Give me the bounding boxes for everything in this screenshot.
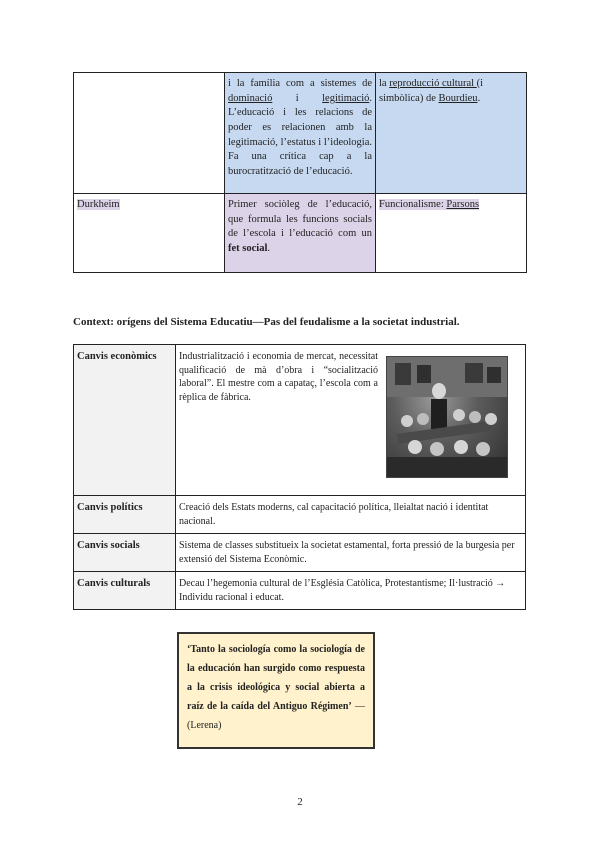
link-reproduccio-cultural[interactable]: reproducció cultural (389, 78, 477, 89)
cell-text: i (272, 92, 323, 104)
table-cell-theory (376, 194, 527, 273)
cell-text: Primer sociòleg de l’educació, que formula les funcions socials de l’escola i l’educació com un (228, 199, 372, 240)
cell-text: . (477, 92, 481, 104)
author-name-durkheim: Durkheim (77, 199, 120, 210)
table-row (74, 345, 526, 496)
underlined-term-dominacio: dominació (228, 92, 273, 104)
quote-box (177, 632, 375, 749)
row-text: Industrialització i economia de mercat, necessitat qualificació de mà d’obra i “socialització laboral”. El mestre com a capataç, l’escola com a rèplica de fàbrica. (179, 351, 378, 403)
sociologists-table (73, 72, 527, 273)
table-cell-theory (376, 73, 527, 194)
row-label: Canvis polítics (74, 496, 176, 534)
section-heading: Context: orígens del Sistema Educatiu—Pas del feudalisme a la societat industrial. (73, 316, 460, 328)
table-row (74, 496, 526, 534)
table-row (74, 73, 527, 194)
bold-term-fet-social: fet social (228, 243, 268, 255)
table-row (74, 572, 526, 610)
table-cell-description (225, 73, 376, 194)
classroom-photo-illustration (387, 357, 507, 477)
table-row (74, 194, 527, 273)
underlined-term-legitimacio: legitimació (322, 92, 370, 104)
table-cell-empty (74, 73, 225, 194)
link-parsons[interactable]: Parsons (446, 199, 480, 210)
cell-text: Funcionalisme: (379, 199, 447, 210)
context-table (73, 344, 526, 610)
quote-text: ‘Tanto la sociología como la sociología de la educación han surgido como respuesta a la crisis ideológica y social abierta a raíz de la caída del Antiguo Régimen’ (187, 644, 365, 712)
row-text: Creació dels Estats moderns, cal capacitació política, lleialtat nació i identitat nacional. (176, 496, 526, 534)
row-text: Sistema de classes substitueix la societat estamental, forta pressió de la burgesia per extensió del Sistema Econòmic. (176, 534, 526, 572)
table-row (74, 534, 526, 572)
page-number: 2 (297, 796, 303, 808)
row-label: Canvis econòmics (74, 345, 176, 496)
table-cell-author (74, 194, 225, 273)
table-cell-description (225, 194, 376, 273)
row-content (176, 345, 526, 496)
cell-text: . (267, 243, 270, 255)
row-label: Canvis socials (74, 534, 176, 572)
cell-text: i la família com a sistemes de (228, 78, 372, 89)
cell-text: la (379, 78, 390, 89)
row-label: Canvis culturals (74, 572, 176, 610)
row-text: Decau l’hegemonia cultural de l’Església Catòlica, Protestantisme; Il·lustració → Individu racional i educat. (176, 572, 526, 610)
quote-attribution: —(Lerena) (187, 701, 366, 731)
cell-text: . L’educació i les relacions de poder es relacionen amb la legitimació, l’estatus i l’ideologia. Fa una crítica cap a la burocratització de l’educació. (228, 92, 372, 178)
link-bourdieu[interactable]: Bourdieu (438, 92, 478, 104)
cell-text: (i simbòlica) de (379, 78, 484, 104)
classroom-photo (386, 356, 508, 478)
